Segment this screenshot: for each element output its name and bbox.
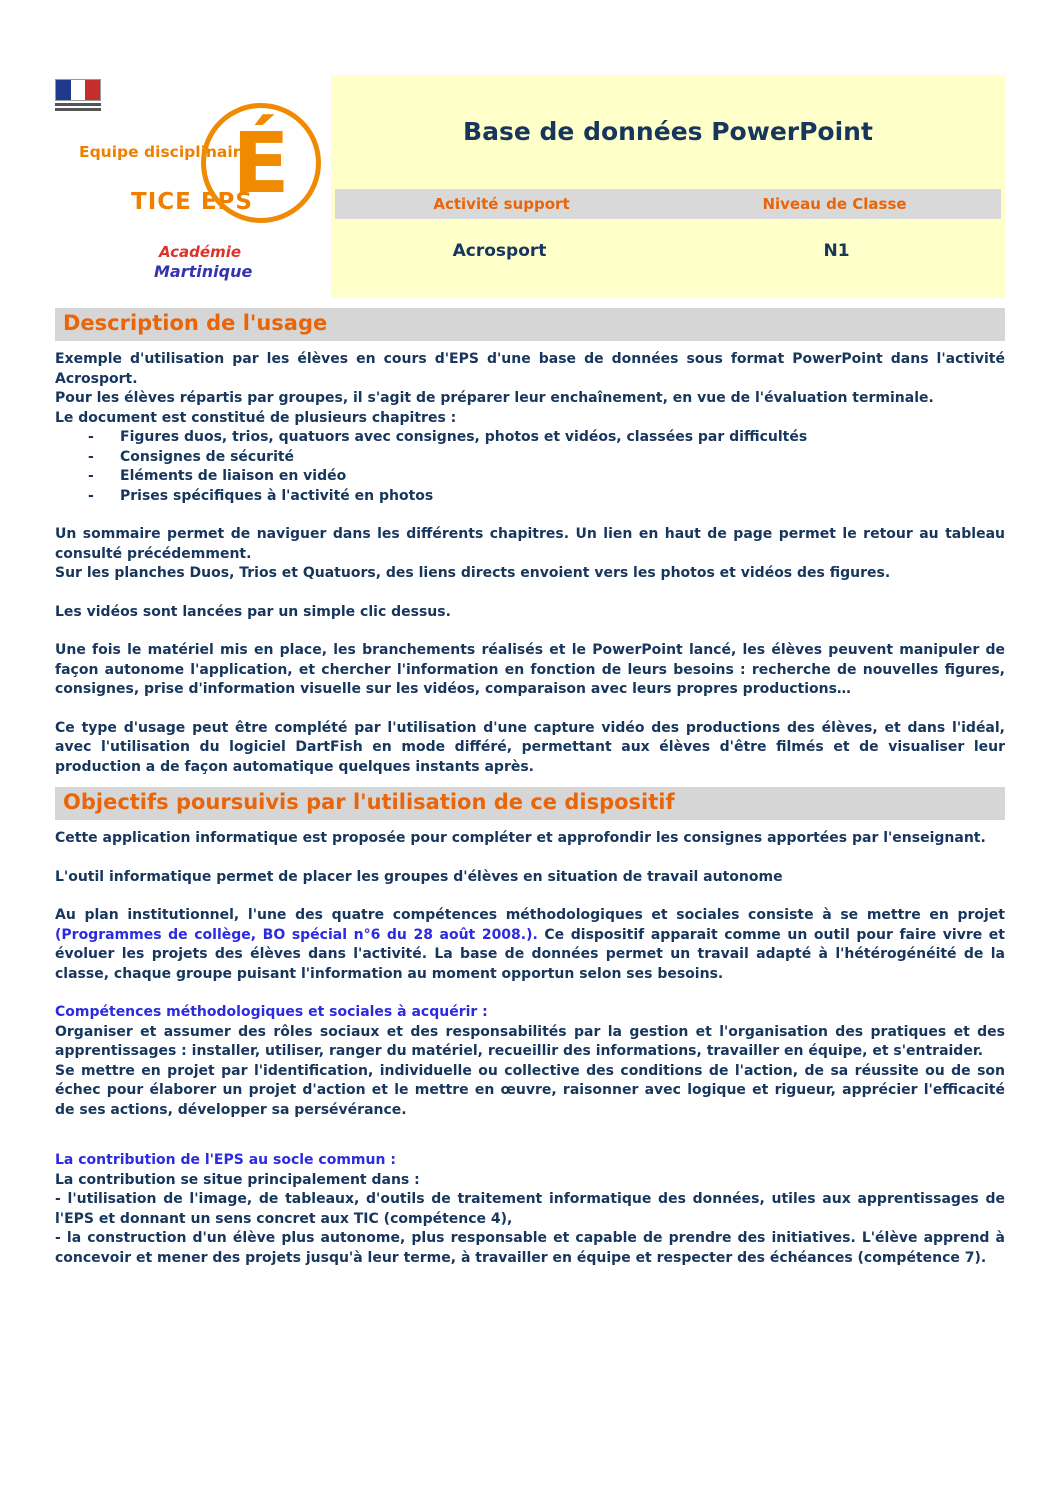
list-item xyxy=(55,428,1005,448)
list-bullet: - xyxy=(88,429,94,445)
paragraph: Exemple d'utilisation par les élèves en cours d'EPS d'une base de données sous format PowerPoint dans l'activité Acrosport. xyxy=(55,351,1005,387)
niveau-classe-value: N1 xyxy=(823,241,850,261)
paragraph-text: Ce dispositif apparait comme un outil pour faire vivre et évoluer les projets des élèves dans l'activité. La base de données permet un travail adapté à l'hétérogénéité de la classe, chaque groupe puisant l'information au moment opportun selon ses besoins. xyxy=(55,926,1005,982)
header-values-row xyxy=(331,241,1005,261)
french-flag-icon xyxy=(55,79,101,101)
paragraph: Ce type d'usage peut être complété par l'utilisation d'une capture vidéo des productions des élèves, et dans l'idéal, avec l'utilisation du logiciel DartFish en mode différé, permettant aux élèves d'être filmés et de visualiser leur production a de façon automatique quelques instants après. xyxy=(55,719,1005,775)
header-info-panel xyxy=(331,75,1005,298)
paragraph: Se mettre en projet par l'identification, individuelle ou collective des conditions de l'action, de sa réussite ou de son échec pour élaborer un projet d'action et le mettre en œuvre, raisonner avec logique et rigueur, apprécier l'efficacité de ses actions, développer sa persévérance. xyxy=(55,1062,1005,1118)
equipe-disciplinaire-label: Equipe disciplinaire xyxy=(79,143,251,161)
list-bullet: - xyxy=(88,468,94,484)
section-title-description: Description de l'usage xyxy=(55,308,1005,341)
list-item xyxy=(55,487,1005,507)
document-title: Base de données PowerPoint xyxy=(463,117,873,146)
list-bullet: - xyxy=(88,487,94,504)
paragraph: Organiser et assumer des rôles sociaux et des responsabilités par la gestion et l'organisation des pratiques et des apprentissages : installer, utiliser, ranger du matériel, recueillir des informations, travailler en équipe, et s'entraider. xyxy=(55,1023,1005,1059)
paragraph: Une fois le matériel mis en place, les branchements réalisés et le PowerPoint lancé, les élèves peuvent manipuler de façon autonome l'application, et chercher l'information en fonction de leurs besoins : recherche de nouvelles figures, consignes, prise d'information visuelle sur les vidéos, comparaison avec leurs propres productions… xyxy=(55,642,1005,697)
gov-logo-caption xyxy=(55,103,101,111)
paragraph: La contribution se situe principalement dans : xyxy=(55,1171,420,1188)
paragraph xyxy=(55,906,1005,984)
niveau-classe-header: Niveau de Classe xyxy=(762,195,907,213)
section-title-objectifs: Objectifs poursuivis par l'utilisation de ce dispositif xyxy=(55,787,1005,820)
activite-support-value: Acrosport xyxy=(452,241,547,261)
academie-badge-icon xyxy=(201,103,321,223)
paragraph-text: Au plan institutionnel, l'une des quatre compétences méthodologiques et sociales consiste à se mettre en projet xyxy=(55,907,1005,923)
paragraph: - l'utilisation de l'image, de tableaux, d'outils de traitement informatique des données, utiles aux apprentissages de l'EPS et donnant un sens concret aux TIC (compétence 4), xyxy=(55,1191,1005,1227)
list-item-label: Figures duos, trios, quatuors avec consignes, photos et vidéos, classées par difficultés xyxy=(120,429,808,445)
paragraph: L'outil informatique permet de placer les groupes d'élèves en situation de travail autonome xyxy=(55,868,783,885)
republique-francaise-logo-icon xyxy=(55,79,101,111)
paragraph: Pour les élèves répartis par groupes, il s'agit de préparer leur enchaînement, en vue de l'évaluation terminale. xyxy=(55,390,934,406)
paragraph: Sur les planches Duos, Trios et Quatuors, des liens directs envoient vers les photos et vidéos des figures. xyxy=(55,565,891,581)
badge-letter: É xyxy=(232,114,290,212)
subheading-socle-commun: La contribution de l'EPS au socle commun : xyxy=(55,1152,396,1168)
document-header xyxy=(55,75,1005,298)
paragraph: Le document est constitué de plusieurs chapitres : xyxy=(55,409,457,426)
header-columns-band xyxy=(335,189,1001,219)
academie-label: Académie xyxy=(159,243,242,261)
tice-eps-label: TICE EPS xyxy=(131,189,253,215)
paragraph: Un sommaire permet de naviguer dans les différents chapitres. Un lien en haut de page permet le retour au tableau consulté précédemment. xyxy=(55,526,1005,562)
programmes-college-link[interactable]: (Programmes de collège, BO spécial n°6 du 28 août 2008.). xyxy=(55,926,538,943)
list-bullet: - xyxy=(88,448,94,465)
logo-panel xyxy=(55,75,331,298)
paragraph: Les vidéos sont lancées par un simple clic dessus. xyxy=(55,603,451,620)
martinique-label: Martinique xyxy=(154,262,253,281)
list-item-label: Consignes de sécurité xyxy=(120,448,295,465)
list-item xyxy=(55,448,1005,468)
list-item xyxy=(55,467,1005,487)
list-item-label: Eléments de liaison en vidéo xyxy=(120,468,347,484)
paragraph: - la construction d'un élève plus autonome, plus responsable et capable de prendre des initiatives. L'élève apprend à concevoir et mener des projets jusqu'à leur terme, à travailler en équipe et respecter des échéances (compétence 7). xyxy=(55,1230,1005,1266)
list-item-label: Prises spécifiques à l'activité en photos xyxy=(120,487,434,504)
activite-support-header: Activité support xyxy=(433,195,570,213)
paragraph: Cette application informatique est proposée pour compléter et approfondir les consignes apportées par l'enseignant. xyxy=(55,830,986,846)
subheading-competences: Compétences méthodologiques et sociales à acquérir : xyxy=(55,1004,488,1020)
